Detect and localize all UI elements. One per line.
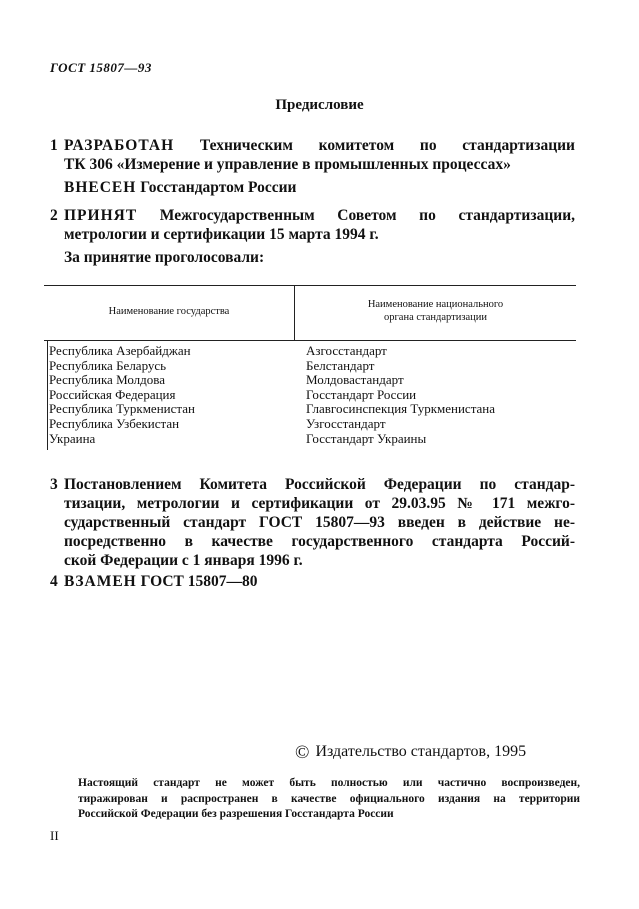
table-row-organ: Главгосинспекция Туркменистана	[306, 401, 496, 417]
table-column-states	[49, 344, 289, 446]
item-1-line-1	[64, 136, 575, 155]
item-2-number: 2	[50, 207, 58, 224]
section-title: Предисловие	[275, 97, 364, 113]
item-1-line-2: ТК 306 «Измерение и управление в промышленных процессах»	[64, 156, 511, 173]
introduced-line	[50, 178, 575, 197]
table-row-state: Республика Узбекистан	[49, 415, 180, 431]
item-4-number: 4	[50, 573, 58, 590]
item-4	[50, 572, 575, 591]
copyright-notice	[78, 776, 580, 823]
table-row-state: Украина	[49, 430, 96, 446]
copyright-notice-line-1: Настоящий стандарт не может быть полностью или частично воспроизведен,	[78, 777, 580, 789]
item-1-line-1-rest: Техническим комитетом по стандартизации	[174, 137, 575, 154]
document-header: ГОСТ 15807—93	[50, 60, 152, 75]
table-row-state: Республика Молдова	[49, 372, 165, 388]
publisher-line	[295, 742, 526, 764]
item-3-line-4: посредственно в качестве государственного стандарта Россий-	[64, 533, 575, 550]
table-header-rule	[44, 340, 576, 341]
table-row-state: Республика Беларусь	[49, 357, 167, 373]
item-2-line-1-rest: Межгосударственным Советом по стандартизации,	[137, 207, 575, 224]
page-number: II	[50, 828, 59, 843]
table-column-organs	[306, 344, 576, 446]
voted-line	[50, 248, 575, 267]
item-4-rest: ГОСТ 15807—80	[136, 573, 258, 590]
table-row-state: Российская Федерация	[49, 386, 176, 402]
table-row-organ: Госстандарт России	[306, 386, 417, 402]
item-4-lead: ВЗАМЕН	[64, 573, 137, 590]
table-row-organ: Азгосстандарт	[306, 343, 387, 358]
item-1-number: 1	[50, 137, 58, 154]
table-left-rule	[47, 340, 48, 450]
item-2-line-2: метрологии и сертификации 15 марта 1994 г.	[64, 226, 379, 243]
voting-table	[44, 285, 576, 450]
table-row-state: Республика Азербайджан	[49, 343, 191, 358]
item-2-lead: ПРИНЯТ	[64, 207, 138, 224]
copyright-notice-line-3: Российской Федерации без разрешения Госстандарта России	[78, 808, 394, 820]
table-row-state: Республика Туркменистан	[49, 401, 195, 417]
item-3-line-1: Постановлением Комитета Российской Федерации по стандар-	[64, 476, 575, 493]
table-row-organ: Узгосстандарт	[306, 415, 386, 431]
copyright-notice-line-2: тиражирован и распространен в качестве официального издания на территории	[78, 792, 580, 805]
voted-text: За принятие проголосовали:	[64, 249, 265, 266]
table-header-organ-line-1: Наименование национального	[367, 299, 504, 310]
copyright-icon: ©	[295, 742, 310, 763]
table-row-organ: Госстандарт Украины	[306, 430, 427, 446]
item-3-line-3: сударственный стандарт ГОСТ 15807—93 введен в действие не-	[64, 514, 575, 531]
item-3	[50, 475, 575, 570]
table-row-organ: Белстандарт	[306, 357, 375, 373]
item-2-line-1	[64, 206, 575, 225]
table-header-organ-line-2: органа стандартизации	[383, 312, 488, 323]
item-3-line-5: ской Федерации с 1 января 1996 г.	[64, 552, 303, 569]
item-1	[50, 136, 575, 174]
item-3-line-2: тизации, метрологии и сертификации от 29.03.95 № 171 межго-	[64, 495, 575, 512]
table-row-organ: Молдовастандарт	[306, 372, 404, 388]
publisher-text: Издательство стандартов, 1995	[315, 743, 527, 760]
table-header-state: Наименование государства	[108, 306, 230, 317]
table-top-rule	[44, 285, 576, 286]
item-1-lead: РАЗРАБОТАН	[64, 137, 175, 154]
table-header-organ	[295, 298, 576, 324]
item-2	[50, 206, 575, 244]
item-3-number: 3	[50, 476, 58, 493]
introduced-lead: ВНЕСЕН	[64, 179, 137, 196]
introduced-rest: Госстандартом России	[136, 179, 297, 196]
